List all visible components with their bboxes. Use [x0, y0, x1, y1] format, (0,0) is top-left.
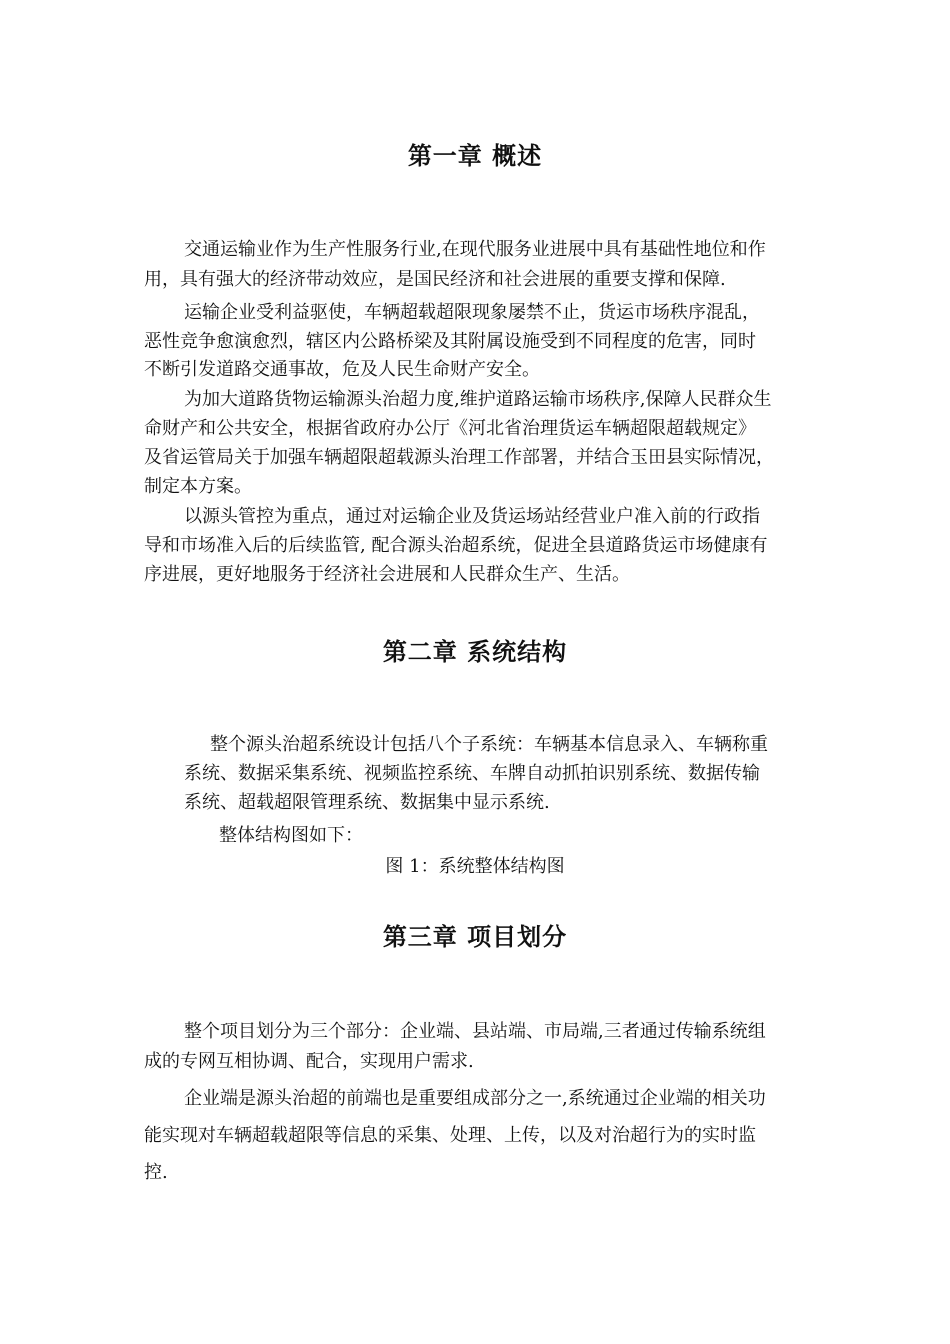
- ch1-p3-line-2: 命财产和公共安全，根据省政府办公厅《河北省治理货运车辆超限超载规定》: [144, 418, 756, 439]
- ch2-p1-line-3: 系统、超载超限管理系统、数据集中显示系统.: [184, 792, 550, 813]
- ch2-p2: 整体结构图如下：: [219, 825, 363, 846]
- ch1-p3-line-1: 为加大道路货物运输源头治超力度,维护道路运输市场秩序,保障人民群众生: [184, 389, 772, 410]
- ch1-p2-line-3: 不断引发道路交通事故，危及人民生命财产安全。: [144, 359, 540, 380]
- ch1-p1-line-1: 交通运输业作为生产性服务行业,在现代服务业进展中具有基础性地位和作: [184, 239, 766, 260]
- chapter-3-title: 第三章 项目划分: [382, 923, 568, 951]
- ch1-p4-line-1: 以源头管控为重点，通过对运输企业及货运场站经营业户准入前的行政指: [184, 506, 760, 527]
- ch3-p1-line-1: 整个项目划分为三个部分：企业端、县站端、市局端,三者通过传输系统组: [184, 1021, 766, 1042]
- ch1-p4-line-2: 导和市场准入后的后续监管, 配合源头治超系统，促进全县道路货运市场健康有: [144, 535, 768, 556]
- ch1-p4-line-3: 序进展，更好地服务于经济社会进展和人民群众生产、生活。: [144, 564, 630, 585]
- ch2-p1-line-2: 系统、数据采集系统、视频监控系统、车牌自动抓拍识别系统、数据传输: [184, 763, 760, 784]
- ch3-p1-line-2: 成的专网互相协调、配合，实现用户需求.: [144, 1051, 474, 1072]
- ch3-p2-line-1: 企业端是源头治超的前端也是重要组成部分之一,系统通过企业端的相关功: [184, 1088, 766, 1109]
- ch1-p3-line-4: 制定本方案。: [144, 476, 252, 497]
- chapter-1-title: 第一章 概述: [407, 142, 543, 170]
- chapter-2-title: 第二章 系统结构: [382, 638, 568, 666]
- ch2-p1-line-1: 整个源头治超系统设计包括八个子系统：车辆基本信息录入、车辆称重: [210, 734, 768, 755]
- ch3-p2-line-3: 控.: [144, 1162, 168, 1183]
- figure-caption: 图 1：系统整体结构图: [385, 856, 565, 877]
- ch3-p2-line-2: 能实现对车辆超载超限等信息的采集、处理、上传，以及对治超行为的实时监: [144, 1125, 756, 1146]
- ch1-p3-line-3: 及省运管局关于加强车辆超限超载源头治理工作部署，并结合玉田县实际情况，: [144, 447, 774, 468]
- ch1-p1-line-2: 用，具有强大的经济带动效应，是国民经济和社会进展的重要支撑和保障.: [144, 269, 726, 290]
- ch1-p2-line-1: 运输企业受利益驱使，车辆超载超限现象屡禁不止，货运市场秩序混乱，: [184, 302, 760, 323]
- ch1-p2-line-2: 恶性竞争愈演愈烈，辖区内公路桥梁及其附属设施受到不同程度的危害，同时: [144, 331, 756, 352]
